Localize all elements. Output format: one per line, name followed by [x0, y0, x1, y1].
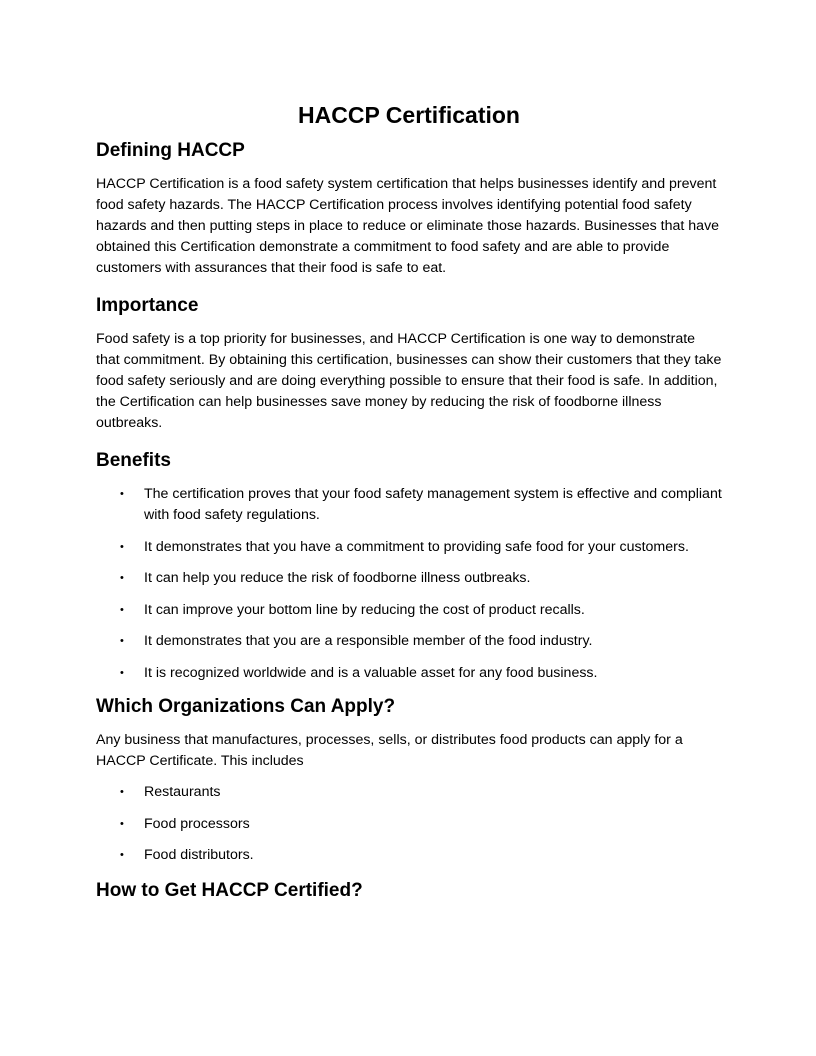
- section-defining: [96, 138, 722, 279]
- list-item: [96, 782, 722, 803]
- bullet-icon: •: [120, 488, 124, 500]
- section-organizations: [96, 694, 722, 866]
- section-heading-benefits: Benefits: [96, 450, 171, 471]
- list-item: [96, 845, 722, 866]
- section-heading-defining: Defining HACCP: [96, 140, 245, 161]
- list-item-text: Food distributors.: [144, 847, 254, 863]
- section-heading-importance: Importance: [96, 295, 199, 316]
- list-item-text: The certification proves that your food safety management system is effective and compliant with food safety regulations.: [144, 486, 722, 523]
- bullet-icon: •: [120, 572, 124, 584]
- list-item: [96, 537, 722, 558]
- section-heading-organizations: Which Organizations Can Apply?: [96, 696, 396, 717]
- document-page: [96, 96, 722, 904]
- section-how-to-certify: [96, 878, 722, 904]
- benefits-list: [96, 484, 722, 684]
- organizations-list: [96, 782, 722, 866]
- section-heading-how-to-certify: How to Get HACCP Certified?: [96, 880, 363, 901]
- list-item-text: It can help you reduce the risk of foodborne illness outbreaks.: [144, 570, 531, 586]
- document-title: HACCP Certification: [298, 102, 520, 128]
- bullet-icon: •: [120, 666, 124, 679]
- bullet-icon: •: [120, 786, 124, 798]
- bullet-icon: •: [120, 849, 124, 861]
- list-item: [96, 600, 722, 621]
- list-item-text: Restaurants: [144, 784, 221, 800]
- list-item: [96, 631, 722, 652]
- bullet-icon: •: [120, 817, 124, 830]
- list-item-text: It demonstrates that you are a responsible member of the food industry.: [144, 633, 593, 649]
- bullet-icon: •: [120, 635, 124, 647]
- bullet-icon: •: [120, 603, 124, 616]
- section-importance: [96, 293, 722, 434]
- list-item: [96, 663, 722, 684]
- section-paragraph-organizations: Any business that manufactures, processes, sells, or distributes food products can apply for a HACCP Certificate. This includes: [96, 732, 683, 769]
- list-item-text: It can improve your bottom line by reducing the cost of product recalls.: [144, 601, 585, 618]
- list-item: [96, 484, 722, 526]
- list-item-text: It is recognized worldwide and is a valuable asset for any food business.: [144, 664, 598, 681]
- bullet-icon: •: [120, 540, 124, 553]
- section-benefits: [96, 448, 722, 684]
- list-item-text: It demonstrates that you have a commitment to providing safe food for your customers.: [144, 538, 689, 555]
- section-paragraph-defining: HACCP Certification is a food safety system certification that helps businesses identify and prevent food safety hazards. The HACCP Certification process involves identifying potential food safety hazards and then putting steps in place to reduce or eliminate those hazards. Businesses that have obtained this Certification demonstrate a commitment to food safety and are able to provide customers with assurances that their food is safe to eat.: [96, 176, 720, 276]
- list-item: [96, 568, 722, 589]
- list-item: [96, 814, 722, 835]
- section-paragraph-importance: Food safety is a top priority for businesses, and HACCP Certification is one way to demonstrate that commitment. By obtaining this certification, businesses can show their customers that they take food safety seriously and are doing everything possible to ensure that their food is safe. In addition, the Certification can help businesses save money by reducing the risk of foodborne illness outbreaks.: [96, 331, 722, 431]
- list-item-text: Food processors: [144, 815, 250, 832]
